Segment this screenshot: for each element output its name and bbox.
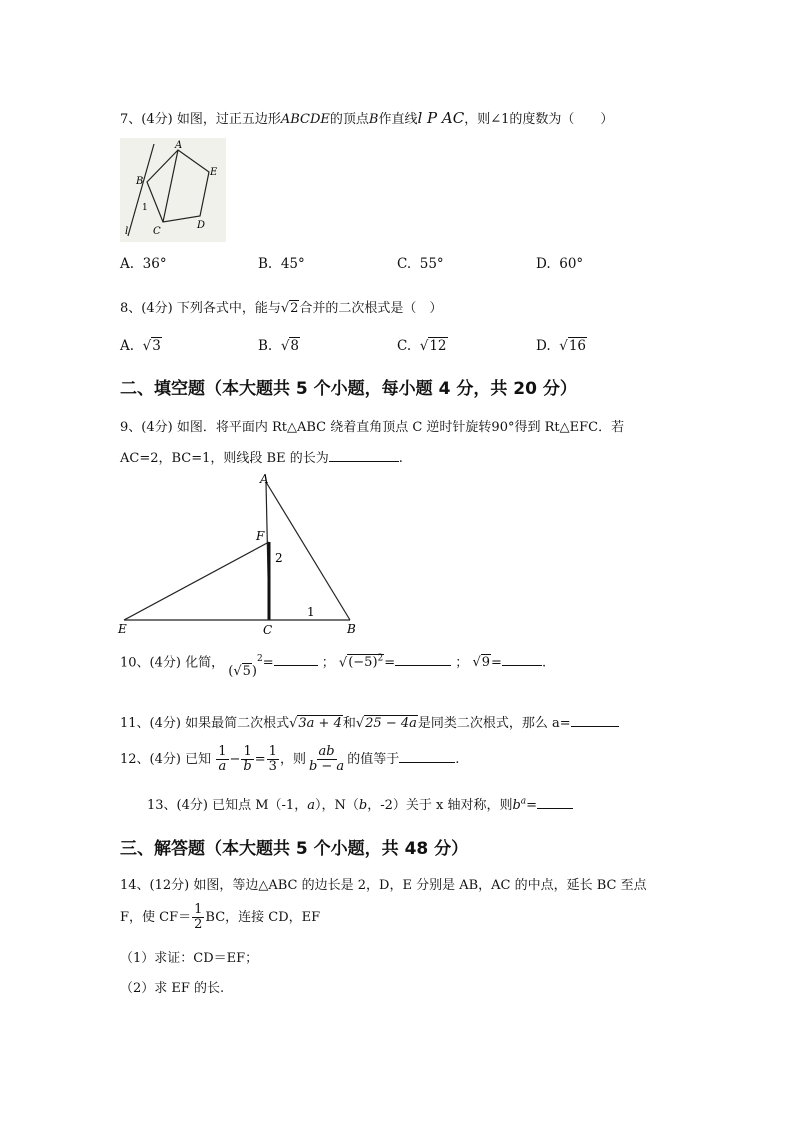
- q9-label-c: C: [263, 623, 273, 637]
- q9-label-e: E: [118, 622, 127, 636]
- q8-choice-a[interactable]: A. √3: [120, 338, 161, 354]
- q7-pentagon-figure: [120, 138, 226, 242]
- q7-label-a: A: [175, 140, 183, 151]
- q14-stem-line2: F，使 CF＝ $\frac{1}{2}$ BC，连接 CD，EF: [120, 902, 321, 932]
- q10-stem: 10、(4分) 化简， $(√5)^2=$ ； $√(-5)^2=$ ； √9= .: [120, 650, 546, 672]
- q10-blank-1[interactable]: [274, 653, 318, 666]
- q9-length-2-label: 2: [275, 551, 283, 565]
- q7-label-b: B: [136, 176, 144, 187]
- q7-label-l: l: [125, 226, 129, 237]
- q8-sqrt-2: √2: [280, 301, 299, 316]
- q10-blank-3[interactable]: [502, 653, 542, 666]
- q9-triangle-figure: [114, 470, 364, 638]
- q12-fraction-1-over-a: $\frac{1}{a}$: [218, 744, 227, 774]
- q10-expr2: $√(-5)^2$: [338, 654, 384, 671]
- section-3-heading: 三、解答题（本大题共 5 个小题，共 48 分）: [120, 839, 469, 859]
- q14-part-2: （2）求 EF 的长.: [120, 981, 225, 996]
- q8-choice-b[interactable]: B. √8: [258, 338, 300, 354]
- q7-label-d: D: [197, 220, 206, 231]
- q13-answer-blank[interactable]: [537, 796, 573, 809]
- q12-answer-blank[interactable]: [399, 750, 455, 763]
- q7-choice-a[interactable]: A. 36°: [120, 256, 167, 272]
- q14-part-1: （1）求证：CD＝EF；: [120, 951, 259, 966]
- section-2-heading: 二、填空题（本大题共 5 个小题，每小题 4 分，共 20 分）: [120, 379, 577, 399]
- q7-label-c: C: [153, 226, 161, 237]
- q12-stem: 12、(4分) 已知 $\frac{1}{a}$ − $\frac{1}{b}$ = $\frac{1}{3}$ ，则 $\frac{ab}{b - a}$ 的值等于 .: [120, 744, 460, 774]
- q7-stem: 7、(4分) 如图，过正五边形ABCDE的顶点B作直线l P AC，则∠1的度数为（ ）: [120, 109, 614, 127]
- q11-stem: 11、(4分) 如果最简二次根式√3a + 4和√25 − 4a是同类二次根式，那么 a=: [120, 712, 619, 731]
- q11-answer-blank[interactable]: [571, 714, 619, 727]
- q11-radical-1: √3a + 4: [289, 716, 342, 731]
- q9-answer-blank[interactable]: [329, 449, 399, 462]
- q7-choice-d[interactable]: D. 60°: [536, 256, 584, 272]
- q8-choice-d[interactable]: D. √16: [536, 338, 587, 354]
- q14-stem-line1: 14、(12分) 如图，等边△ABC 的边长是 2，D，E 分别是 AB，AC 的中点，延长 BC 至点: [120, 878, 647, 893]
- q9-stem-line1: 9、(4分) 如图．将平面内 Rt△ABC 绕着直角顶点 C 逆时针旋转90°得到 Rt△EFC．若: [120, 420, 625, 435]
- q8-stem: 8、(4分) 下列各式中，能与√2合并的二次根式是（ ）: [120, 301, 443, 316]
- q13-stem: 13、(4分) 已知点 M（-1，a），N（b，-2）关于 x 轴对称，则$b^a=$: [147, 794, 573, 813]
- q7-choice-c[interactable]: C. 55°: [397, 256, 444, 272]
- q7-line-relation: l P AC: [417, 109, 465, 127]
- q7-label-e: E: [210, 167, 218, 178]
- q7-angle-1-label: 1: [142, 203, 148, 213]
- q7-photo-background: [120, 138, 226, 242]
- q10-blank-2[interactable]: [395, 653, 451, 666]
- q9-label-f: F: [256, 529, 265, 543]
- q9-side-ef: [124, 542, 269, 620]
- q12-fraction-1-over-b: $\frac{1}{b}$: [243, 744, 252, 774]
- q7-choice-b[interactable]: B. 45°: [258, 256, 305, 272]
- q12-fraction-1-over-3: $\frac{1}{3}$: [268, 744, 277, 774]
- q7-pentagon-name: ABCDE: [280, 112, 330, 127]
- q10-expr1: (√5): [228, 664, 257, 680]
- q14-fraction-one-half: $\frac{1}{2}$: [194, 902, 203, 932]
- q9-stem-line2: AC=2，BC=1，则线段 BE 的长为 .: [120, 451, 403, 466]
- q9-label-b: B: [347, 622, 356, 636]
- q11-radical-2: √25 − 4a: [355, 716, 417, 731]
- q9-label-a: A: [260, 472, 269, 486]
- q10-expr3: √9: [472, 655, 491, 671]
- q8-choice-c[interactable]: C. √12: [397, 338, 447, 354]
- q12-fraction-ab-over-b-minus-a: $\frac{ab}{b - a}$: [308, 744, 345, 774]
- q9-length-1-label: 1: [307, 605, 315, 619]
